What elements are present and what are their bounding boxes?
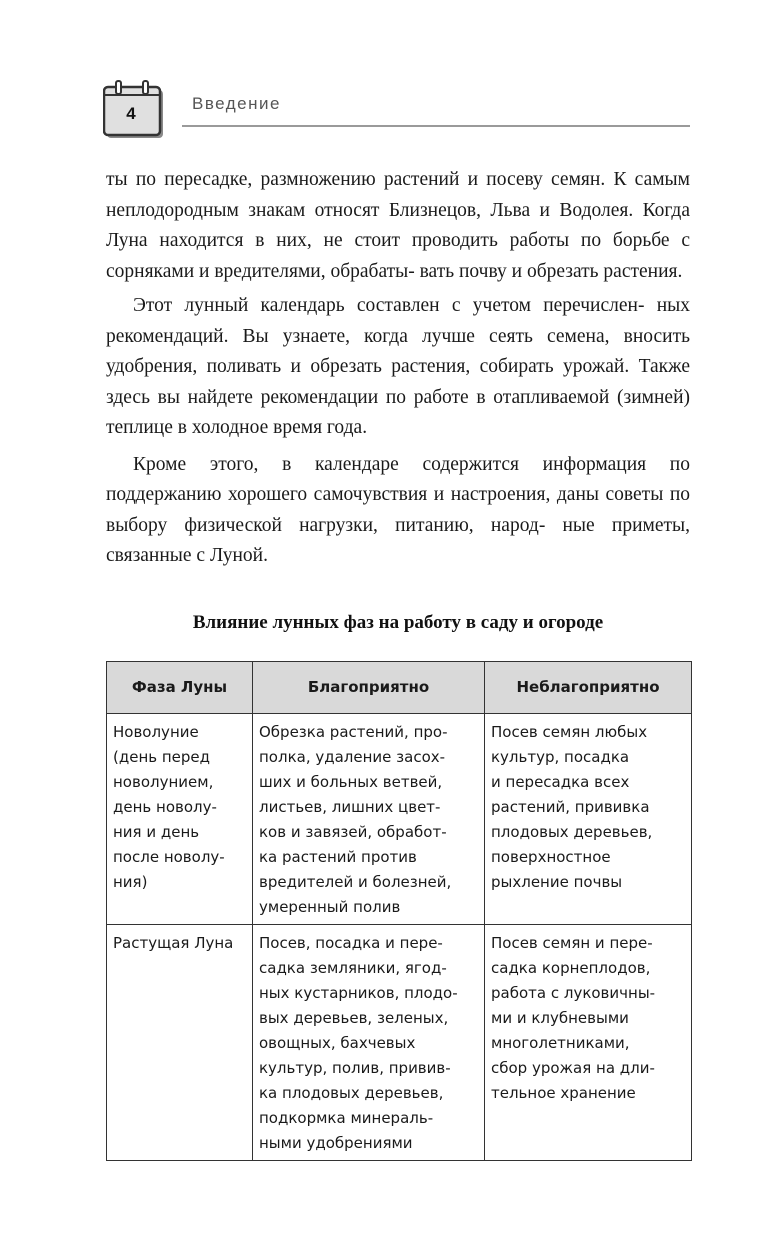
cell-line: листьев, лишних цвет- bbox=[259, 798, 441, 816]
cell-line: Растущая Луна bbox=[113, 934, 234, 952]
cell-line: ков и завязей, обработ- bbox=[259, 823, 447, 841]
column-header-favorable: Благоприятно bbox=[253, 662, 485, 714]
cell-favorable bbox=[253, 714, 485, 925]
cell-line: Посев, посадка и пере- bbox=[259, 934, 443, 952]
text-line: Кроме этого, в календаре содержится информация по bbox=[133, 453, 690, 475]
cell-line: ния и день bbox=[113, 823, 200, 841]
cell-phase bbox=[107, 925, 253, 1161]
cell-line: культур, полив, привив- bbox=[259, 1059, 451, 1077]
cell-line: ными удобрениями bbox=[259, 1134, 413, 1152]
cell-line: сбор урожая на дли- bbox=[491, 1059, 655, 1077]
table-row bbox=[107, 925, 692, 1161]
cell-line: Посев семян любых bbox=[491, 723, 648, 741]
moon-phase-table bbox=[106, 661, 692, 1161]
cell-line: работа с луковичны- bbox=[491, 984, 656, 1002]
cell-line: поверхностное bbox=[491, 848, 611, 866]
section-title: Введение bbox=[192, 94, 281, 113]
cell-line: культур, посадка bbox=[491, 748, 630, 766]
text-line: и Водолея. Когда Луна находится в них, не стоит проводить bbox=[106, 199, 691, 251]
header-divider bbox=[182, 125, 690, 127]
text-line: ты по пересадке, размножению растений и посеву семян. bbox=[106, 169, 606, 190]
cell-line: ных кустарников, плодо- bbox=[259, 984, 458, 1002]
cell-line: день новолу- bbox=[113, 798, 217, 816]
cell-unfavorable bbox=[485, 925, 692, 1161]
text-line: ные приметы, связанные с Луной. bbox=[106, 514, 690, 566]
cell-line: ния) bbox=[113, 873, 148, 891]
page-header bbox=[0, 0, 768, 140]
cell-line: подкормка минераль- bbox=[259, 1109, 434, 1127]
cell-line: Обрезка растений, про- bbox=[259, 723, 448, 741]
text-line: ных рекомендаций. Вы узнаете, когда лучше сеять семена, bbox=[106, 295, 690, 347]
cell-line: плодовых деревьев, bbox=[491, 823, 653, 841]
cell-line: овощных, бахчевых bbox=[259, 1034, 416, 1052]
cell-line: ших и больных ветвей, bbox=[259, 773, 443, 791]
table-header-row bbox=[107, 662, 692, 714]
cell-line: ка плодовых деревьев, bbox=[259, 1084, 444, 1102]
text-line: Этот лунный календарь составлен с учетом перечислен- bbox=[133, 295, 645, 316]
text-line: вать почву и обрезать растения. bbox=[419, 260, 683, 282]
cell-line: вых деревьев, зеленых, bbox=[259, 1009, 449, 1027]
table-title: Влияние лунных фаз на работу в саду и огороде bbox=[192, 612, 604, 633]
cell-line: садка земляники, ягод- bbox=[259, 959, 447, 977]
cell-line: рыхление почвы bbox=[491, 873, 623, 891]
cell-line: и пересадка всех bbox=[491, 773, 630, 791]
text-line: поддержанию хорошего самочувствия и настроения, даны bbox=[106, 484, 599, 505]
cell-line: растений, прививка bbox=[491, 798, 650, 816]
cell-line: новолунием, bbox=[113, 773, 214, 791]
cell-line: ми и клубневыми bbox=[491, 1009, 629, 1027]
cell-line: садка корнеплодов, bbox=[491, 959, 651, 977]
cell-line: многолетниками, bbox=[491, 1034, 630, 1052]
cell-line: (день перед bbox=[113, 748, 211, 766]
text-line: советы по выбору физической нагрузки, питанию, народ- bbox=[106, 484, 690, 536]
cell-line: ка растений против bbox=[259, 848, 417, 866]
cell-line: после новолу- bbox=[113, 848, 225, 866]
cell-favorable bbox=[253, 925, 485, 1161]
table-row bbox=[107, 714, 692, 925]
cell-line: полка, удаление засох- bbox=[259, 748, 446, 766]
cell-line: Новолуние bbox=[113, 723, 199, 741]
body-text bbox=[106, 165, 690, 572]
text-line: К самым неплодородным знакам относят Близнецов, Льва bbox=[106, 169, 690, 221]
text-line: в отапливаемой (зимней) теплице в холодное время года. bbox=[106, 386, 691, 438]
cell-line: тельное хранение bbox=[491, 1084, 636, 1102]
paragraph-2 bbox=[106, 291, 690, 444]
column-header-unfavorable: Неблагоприятно bbox=[485, 662, 692, 714]
text-line: работы по борьбе с сорняками и вредителями, обрабаты- bbox=[106, 230, 691, 282]
cell-phase bbox=[107, 714, 253, 925]
cell-line: умеренный полив bbox=[259, 898, 401, 916]
cell-unfavorable bbox=[485, 714, 692, 925]
paragraph-1 bbox=[106, 165, 690, 287]
column-header-phase: Фаза Луны bbox=[107, 662, 253, 714]
text-line: урожай. Также здесь вы найдете рекомендации по работе bbox=[106, 356, 690, 408]
page-number: 4 bbox=[126, 104, 136, 123]
cell-line: Посев семян и пере- bbox=[491, 934, 653, 952]
text-line: вносить удобрения, поливать и обрезать растения, собирать bbox=[106, 325, 690, 377]
paragraph-3 bbox=[106, 450, 690, 572]
cell-line: вредителей и болезней, bbox=[259, 873, 452, 891]
